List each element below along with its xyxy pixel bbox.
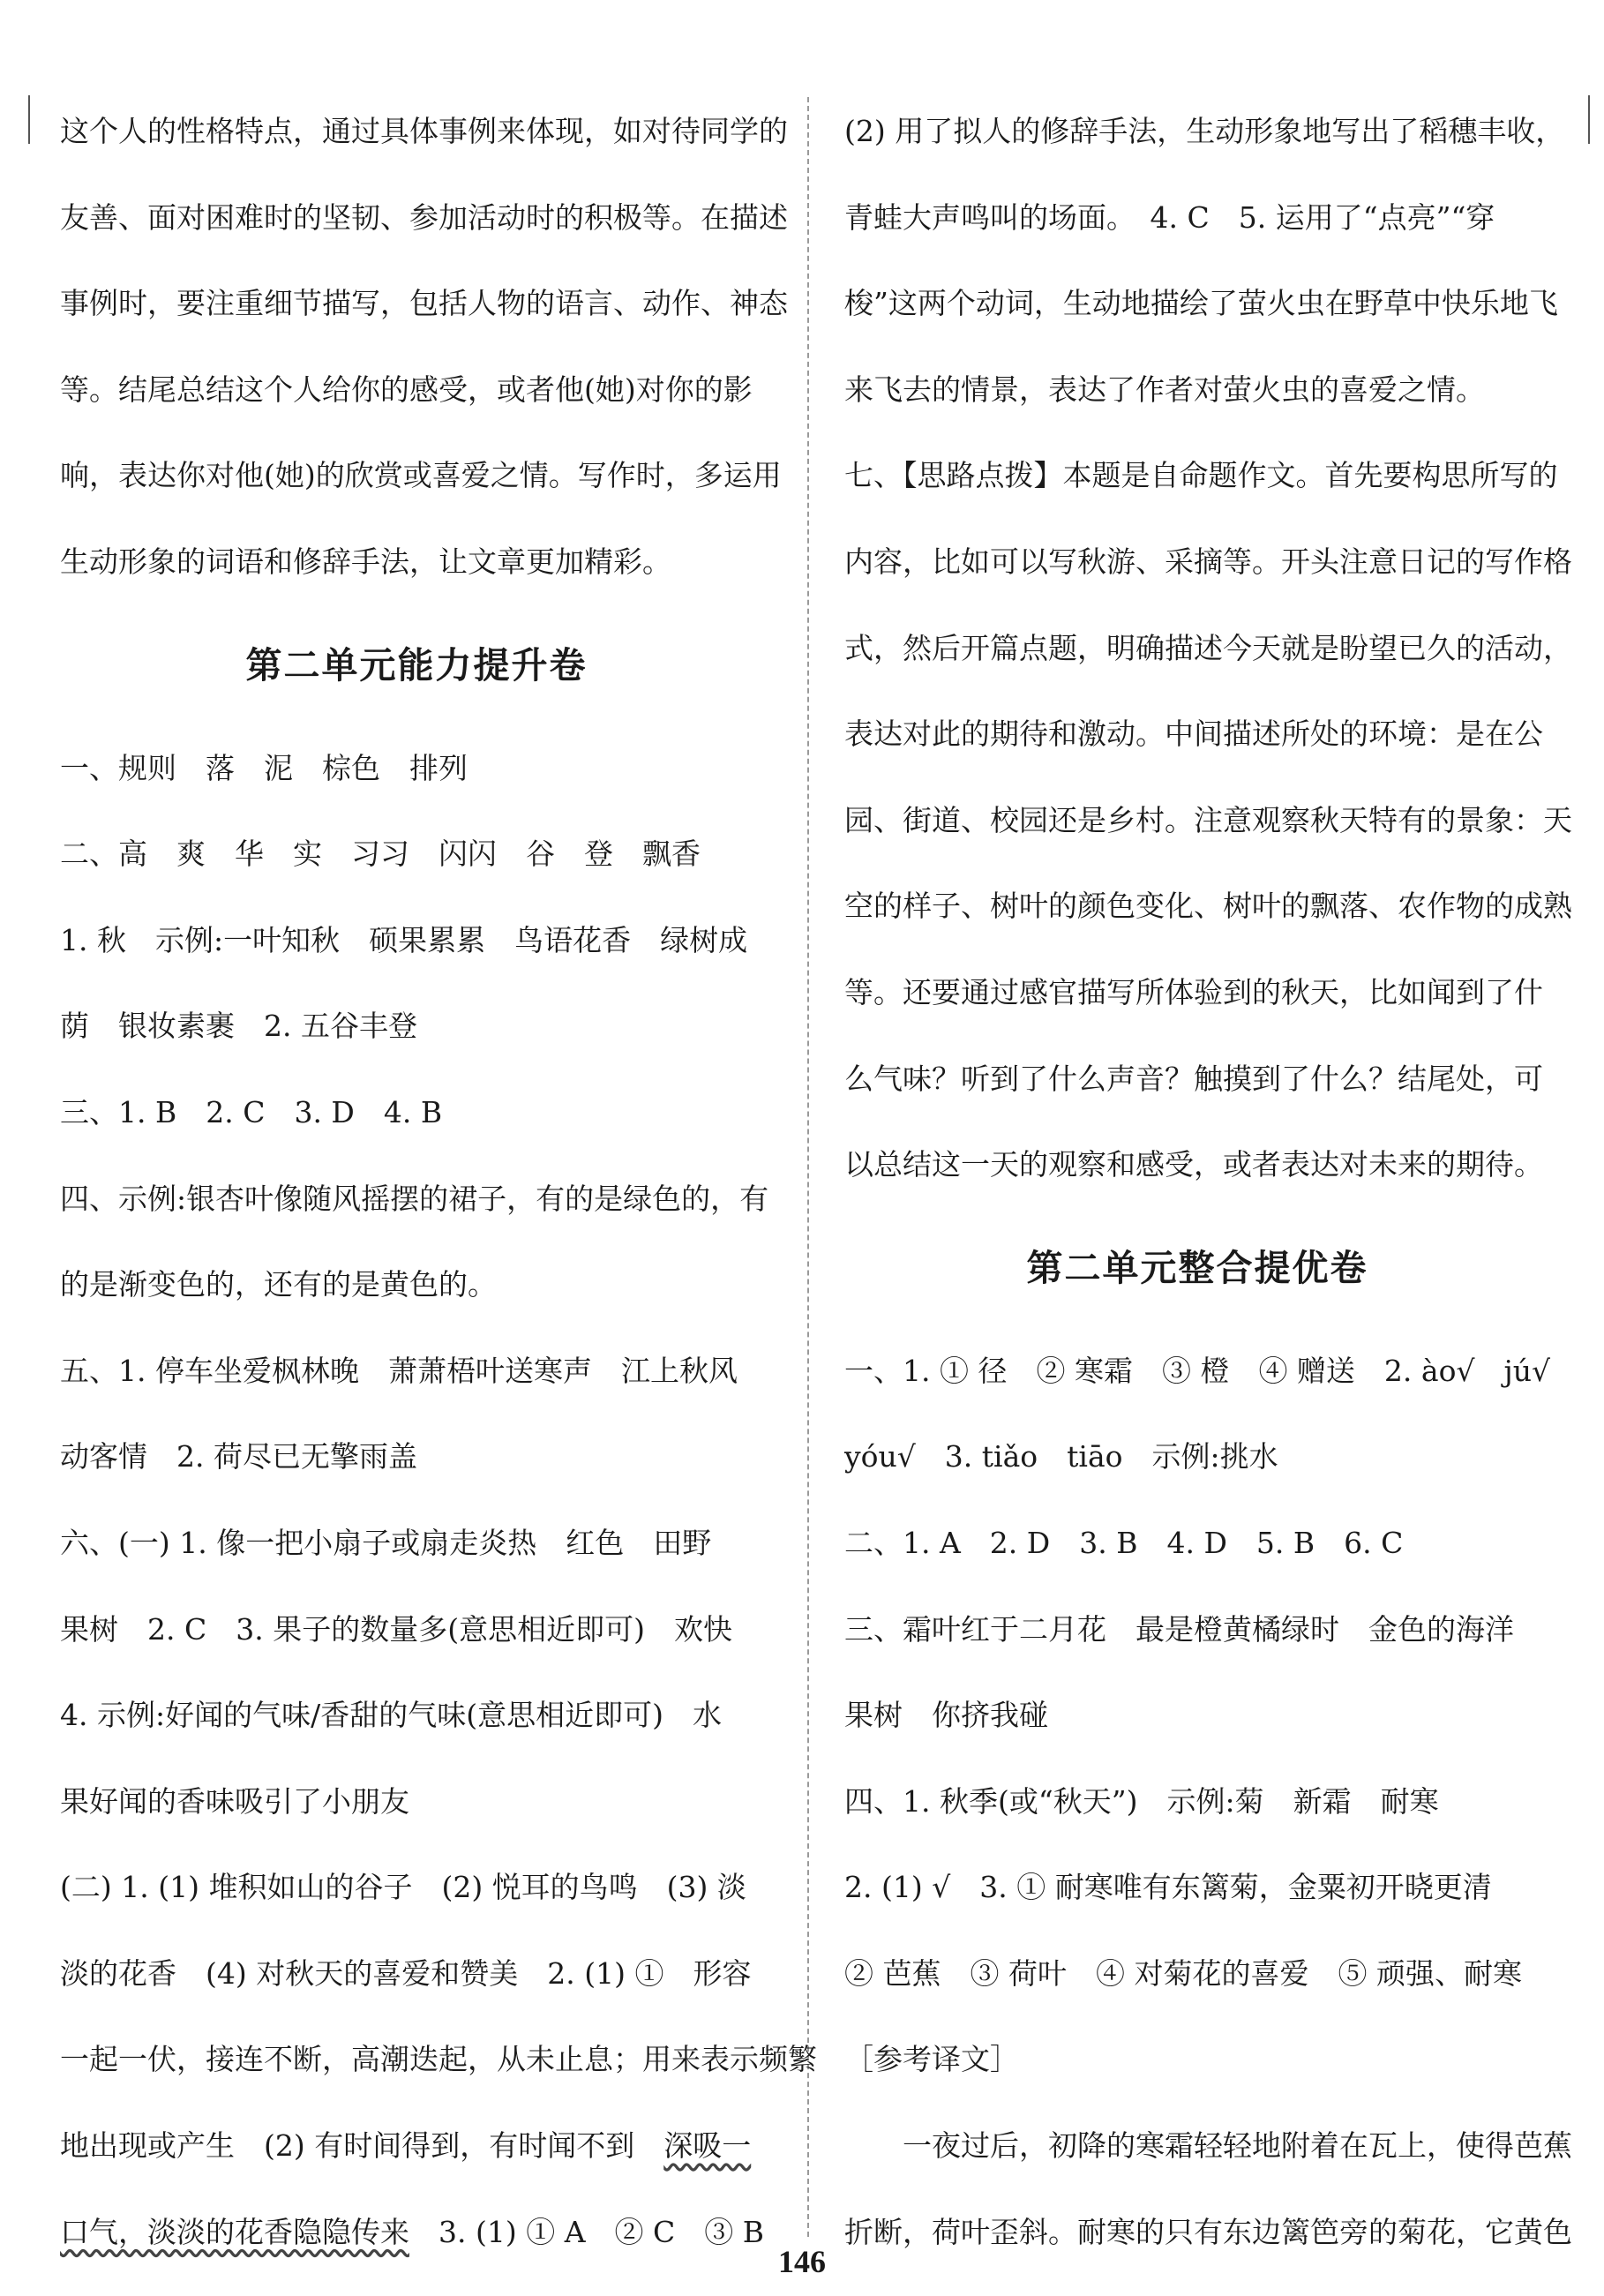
section-title: 第二单元整合提优卷 xyxy=(1026,1246,1368,1289)
text-line: 表达对此的期待和激动。中间描述所处的环境：是在公 xyxy=(844,717,1543,752)
text-line: 内容，比如可以写秋游、采摘等。开头注意日记的写作格 xyxy=(844,544,1572,579)
text-line: 等。还要通过感官描写所体验到的秋天，比如闻到了什 xyxy=(844,974,1543,1009)
answer-line: 果树 你挤我碰 xyxy=(844,1698,1048,1733)
text-line: 么气味？听到了什么声音？触摸到了什么？结尾处，可 xyxy=(844,1061,1543,1096)
answer-line: ② 芭蕉 ③ 荷叶 ④ 对菊花的喜爱 ⑤ 顽强、耐寒 xyxy=(844,1955,1522,1991)
answer-line: 动客情 2. 荷尽已无擎雨盖 xyxy=(60,1439,417,1474)
answer-line: 荫 银妆素裹 2. 五谷丰登 xyxy=(60,1009,417,1044)
answer-line: (二) 1. (1) 堆积如山的谷子 (2) 悦耳的鸟鸣 (3) 淡 xyxy=(60,1870,746,1905)
answer-line: 果树 2. C 3. 果子的数量多(意思相近即可) 欢快 xyxy=(60,1611,732,1647)
answer-line: 淡的花香 (4) 对秋天的喜爱和赞美 2. (1) ① 形容 xyxy=(60,1955,752,1991)
answer-line: 1. 秋 示例:一叶知秋 硕果累累 鸟语花香 绿树成 xyxy=(60,922,748,957)
answer-line: 四、示例:银杏叶像随风摇摆的裙子，有的是绿色的，有 xyxy=(60,1181,769,1216)
text-line: (2) 用了拟人的修辞手法，生动形象地写出了稻穗丰收， xyxy=(844,114,1565,148)
text-line: 梭”这两个动词，生动地描绘了萤火虫在野草中快乐地飞 xyxy=(844,286,1558,321)
answer-line: 四、1. 秋季(或“秋天”) 示例:菊 新霜 耐寒 xyxy=(844,1783,1439,1819)
answer-line: 4. 示例:好闻的气味/香甜的气味(意思相近即可) 水 xyxy=(60,1698,722,1733)
text-line: 来飞去的情景，表达了作者对萤火虫的喜爱之情。 xyxy=(844,371,1485,407)
text-line: 事例时，要注重细节描写，包括人物的语言、动作、神态 xyxy=(60,286,788,321)
translation-line: 折断，荷叶歪斜。耐寒的只有东边篱笆旁的菊花，它黄色 xyxy=(844,2214,1572,2249)
text-line: 响，表达你对他(她)的欣赏或喜爱之情。写作时，多运用 xyxy=(60,458,782,493)
answer-line: 六、(一) 1. 像一把小扇子或扇走炎热 红色 田野 xyxy=(60,1525,712,1560)
answer-line: 的是渐变色的，还有的是黄色的。 xyxy=(60,1267,497,1302)
wavy-underlined-text: 深吸一 xyxy=(663,2128,752,2164)
answer-text: 地出现或产生 (2) 有时间得到，有时闻不到 xyxy=(60,2128,635,2164)
answer-line: 一、1. ① 径 ② 寒霜 ③ 橙 ④ 赠送 2. ào√ jú√ xyxy=(844,1353,1550,1388)
text-line: 这个人的性格特点，通过具体事例来体现，如对待同学的 xyxy=(60,114,788,148)
wavy-underlined-text: 口气，淡淡的花香隐隐传来 xyxy=(60,2214,409,2249)
answer-line: 三、霜叶红于二月花 最是橙黄橘绿时 金色的海洋 xyxy=(844,1611,1514,1647)
text-line: 七、【思路点拨】本题是自命题作文。首先要构思所写的 xyxy=(844,458,1558,493)
answer-line: yóu√ 3. tiǎo tiāo 示例:挑水 xyxy=(844,1439,1278,1474)
answer-line: 果好闻的香味吸引了小朋友 xyxy=(60,1783,409,1819)
answer-line: 一起一伏，接连不断，高潮迭起，从未止息；用来表示频繁 xyxy=(60,2042,817,2077)
section-title: 第二单元能力提升卷 xyxy=(245,643,588,687)
text-line: 式，然后开篇点题，明确描述今天就是盼望已久的活动， xyxy=(844,630,1572,665)
margin-mark-right xyxy=(1588,95,1590,144)
text-line: 友善、面对困难时的坚韧、参加活动时的积极等。在描述 xyxy=(60,199,788,235)
answer-line: 2. (1) √ 3. ① 耐寒唯有东篱菊，金粟初开晓更清 xyxy=(844,1870,1492,1905)
text-line: 青蛙大声鸣叫的场面。 4. C 5. 运用了“点亮”“穿 xyxy=(844,199,1495,235)
text-line: 园、街道、校园还是乡村。注意观察秋天特有的景象：天 xyxy=(844,802,1572,837)
answer-line: 一、规则 落 泥 棕色 排列 xyxy=(60,750,468,785)
answer-line: 二、高 爽 华 实 习习 闪闪 谷 登 飘香 xyxy=(60,837,701,872)
answer-line: 二、1. A 2. D 3. B 4. D 5. B 6. C xyxy=(844,1525,1404,1560)
page-number: 146 xyxy=(778,2244,826,2279)
answer-text: 3. (1) ① A ② C ③ B xyxy=(438,2214,765,2249)
right-column xyxy=(844,88,1572,2275)
text-line: 等。结尾总结这个人给你的感受，或者他(她)对你的影 xyxy=(60,371,753,407)
translation-label: ［参考译文］ xyxy=(844,2042,1019,2077)
answer-line: 三、1. B 2. C 3. D 4. B xyxy=(60,1094,443,1129)
answer-line xyxy=(60,2103,773,2189)
column-divider xyxy=(807,97,809,2237)
translation-line: 一夜过后，初降的寒霜轻轻地附着在瓦上，使得芭蕉 xyxy=(903,2128,1572,2164)
margin-mark-left xyxy=(28,95,30,144)
answer-line: 五、1. 停车坐爱枫林晚 萧萧梧叶送寒声 江上秋风 xyxy=(60,1353,738,1388)
text-line: 空的样子、树叶的颜色变化、树叶的飘落、农作物的成熟 xyxy=(844,889,1572,924)
text-line: 以总结这一天的观察和感受，或者表达对未来的期待。 xyxy=(844,1147,1543,1182)
text-line: 生动形象的词语和修辞手法，让文章更加精彩。 xyxy=(60,544,671,579)
